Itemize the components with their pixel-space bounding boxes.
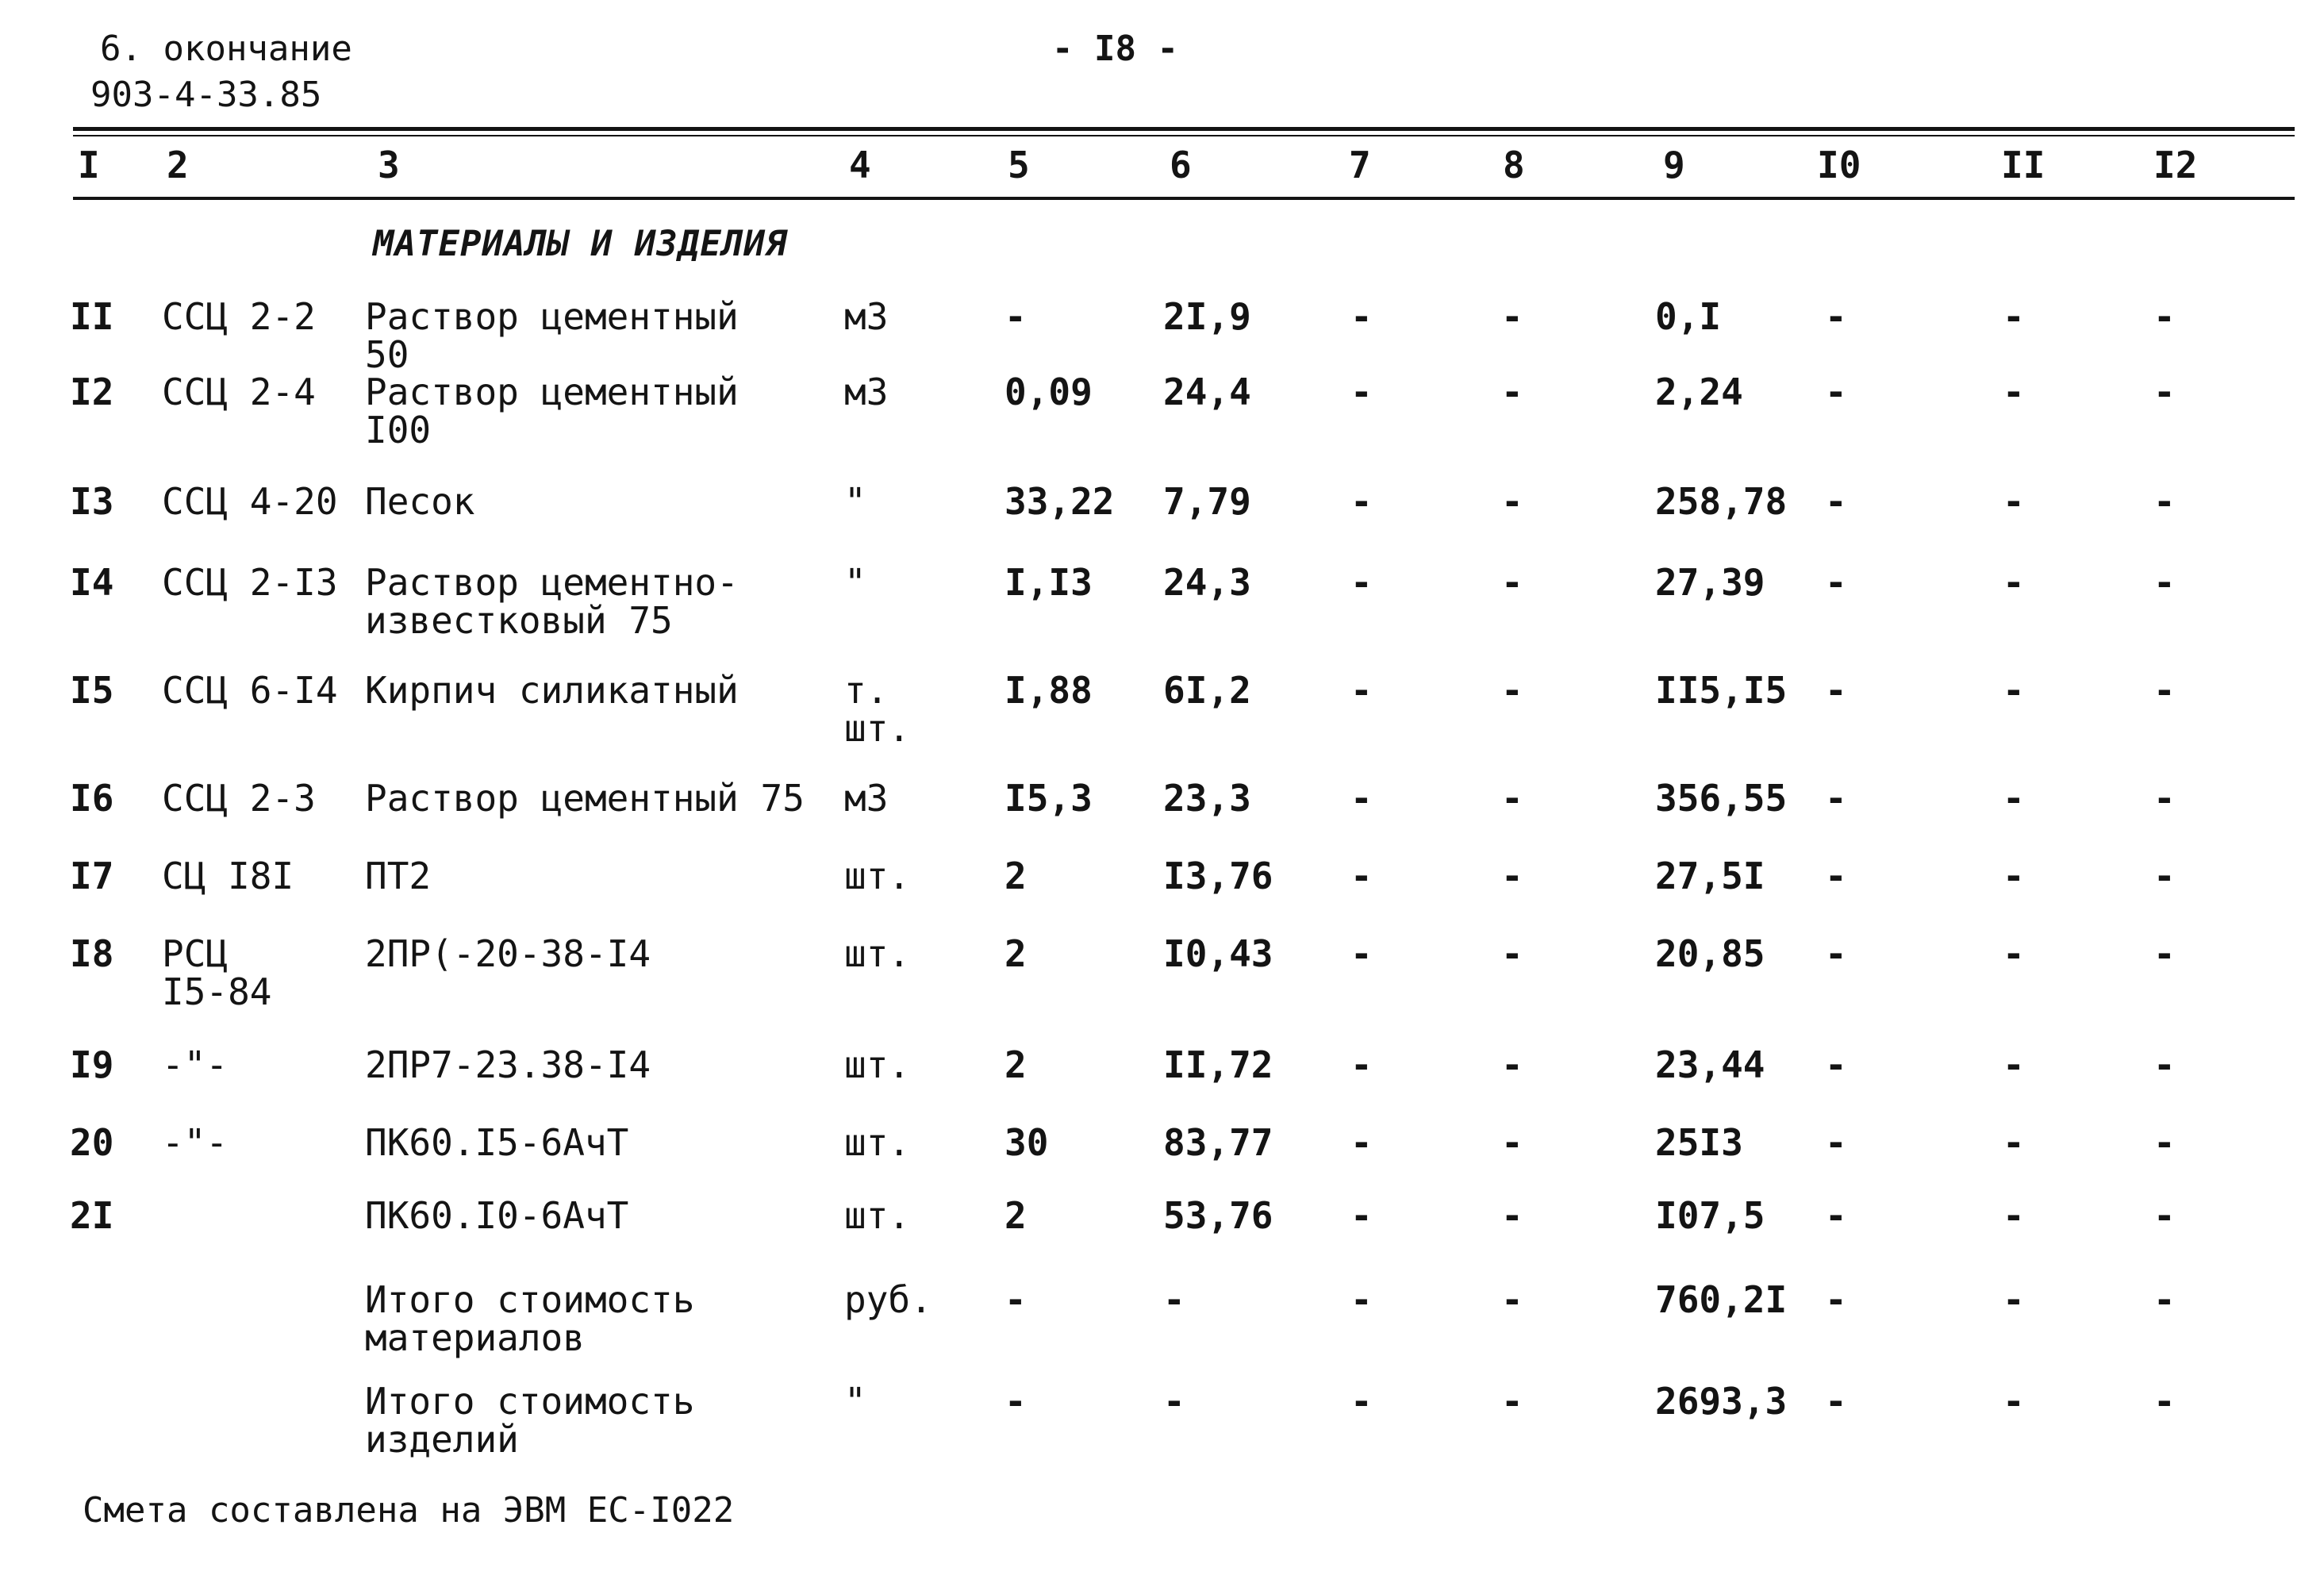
col6-value: II,72 xyxy=(1163,1043,1273,1086)
col12-value: - xyxy=(2153,1121,2176,1164)
column-number: II xyxy=(2001,144,2046,186)
row-number: 20 xyxy=(70,1121,114,1164)
col8-value: - xyxy=(1501,371,1523,413)
col9-value: 25I3 xyxy=(1655,1121,1743,1164)
project-code: 903-4-33.85 xyxy=(90,75,322,115)
col11-value: - xyxy=(2003,561,2025,604)
col8-value: - xyxy=(1501,480,1523,523)
row-number: I4 xyxy=(70,561,114,604)
item-name: Итого стоимость изделий xyxy=(365,1380,695,1461)
col9-value: 356,55 xyxy=(1655,777,1788,820)
col7-value: - xyxy=(1350,371,1373,413)
estimate-code: -"- xyxy=(162,1121,229,1164)
column-number: 2 xyxy=(167,144,189,186)
estimate-code: СЦ I8I xyxy=(162,855,294,897)
col12-value: - xyxy=(2153,855,2176,897)
column-number: I xyxy=(78,144,100,186)
column-number: 7 xyxy=(1349,144,1371,186)
col5-value: I,I3 xyxy=(1005,561,1093,604)
unit: шт. xyxy=(844,1194,911,1237)
col9-value: 2693,3 xyxy=(1655,1380,1788,1423)
col9-value: 27,39 xyxy=(1655,561,1765,604)
col7-value: - xyxy=(1350,777,1373,820)
col8-value: - xyxy=(1501,1043,1523,1086)
unit: м3 xyxy=(844,295,889,338)
col9-value: 20,85 xyxy=(1655,932,1765,975)
col8-value: - xyxy=(1501,1278,1523,1321)
row-number: I8 xyxy=(70,932,114,975)
col7-value: - xyxy=(1350,669,1373,712)
unit: шт. xyxy=(844,932,911,975)
col8-value: - xyxy=(1501,669,1523,712)
estimate-code: ССЦ 2-4 xyxy=(162,371,316,413)
col11-value: - xyxy=(2003,1194,2025,1237)
col10-value: - xyxy=(1825,480,1847,523)
col5-value: 0,09 xyxy=(1005,371,1093,413)
col12-value: - xyxy=(2153,932,2176,975)
col9-value: I07,5 xyxy=(1655,1194,1765,1237)
col11-value: - xyxy=(2003,855,2025,897)
col5-value: 2 xyxy=(1005,932,1027,975)
estimate-code: РСЦ I5-84 xyxy=(162,932,272,1013)
item-name: Итого стоимость материалов xyxy=(365,1278,695,1359)
item-name: Раствор цементный 50 xyxy=(365,295,739,376)
col11-value: - xyxy=(2003,1121,2025,1164)
col8-value: - xyxy=(1501,1121,1523,1164)
col7-value: - xyxy=(1350,1121,1373,1164)
col5-value: 33,22 xyxy=(1005,480,1115,523)
col7-value: - xyxy=(1350,480,1373,523)
row-number: I7 xyxy=(70,855,114,897)
col6-value: - xyxy=(1163,1380,1185,1423)
col10-value: - xyxy=(1825,777,1847,820)
estimate-code: ССЦ 2-3 xyxy=(162,777,316,820)
col10-value: - xyxy=(1825,669,1847,712)
col8-value: - xyxy=(1501,1380,1523,1423)
col12-value: - xyxy=(2153,295,2176,338)
column-number: 3 xyxy=(378,144,400,186)
item-name: Раствор цементно- известковый 75 xyxy=(365,561,739,642)
col7-value: - xyxy=(1350,295,1373,338)
col12-value: - xyxy=(2153,480,2176,523)
col8-value: - xyxy=(1501,1194,1523,1237)
unit: " xyxy=(844,480,866,523)
column-number: I0 xyxy=(1817,144,1861,186)
col10-value: - xyxy=(1825,932,1847,975)
col11-value: - xyxy=(2003,295,2025,338)
col9-value: 258,78 xyxy=(1655,480,1788,523)
col12-value: - xyxy=(2153,1380,2176,1423)
col8-value: - xyxy=(1501,932,1523,975)
col6-value: I0,43 xyxy=(1163,932,1273,975)
col11-value: - xyxy=(2003,1043,2025,1086)
col11-value: - xyxy=(2003,371,2025,413)
item-name: ПК60.I5-6АчТ xyxy=(365,1121,629,1164)
col8-value: - xyxy=(1501,295,1523,338)
item-name: 2ПР(-20-38-I4 xyxy=(365,932,651,975)
row-number: 2I xyxy=(70,1194,114,1237)
unit: т. шт. xyxy=(844,669,911,750)
column-number: 8 xyxy=(1503,144,1525,186)
col6-value: 6I,2 xyxy=(1163,669,1251,712)
unit: шт. xyxy=(844,855,911,897)
col7-value: - xyxy=(1350,1194,1373,1237)
col7-value: - xyxy=(1350,855,1373,897)
col9-value: 0,I xyxy=(1655,295,1722,338)
unit: " xyxy=(844,1380,866,1423)
col11-value: - xyxy=(2003,1380,2025,1423)
col6-value: 24,4 xyxy=(1163,371,1251,413)
col10-value: - xyxy=(1825,561,1847,604)
col7-value: - xyxy=(1350,1278,1373,1321)
col10-value: - xyxy=(1825,1194,1847,1237)
col9-value: II5,I5 xyxy=(1655,669,1788,712)
item-name: Кирпич силикатный xyxy=(365,669,739,712)
col6-value: 7,79 xyxy=(1163,480,1251,523)
item-name: ПТ2 xyxy=(365,855,432,897)
col10-value: - xyxy=(1825,855,1847,897)
column-number: 4 xyxy=(849,144,871,186)
col8-value: - xyxy=(1501,561,1523,604)
header-rule-bottom xyxy=(73,197,2295,200)
header-rule-top xyxy=(73,127,2295,131)
col12-value: - xyxy=(2153,1194,2176,1237)
col8-value: - xyxy=(1501,777,1523,820)
col6-value: 23,3 xyxy=(1163,777,1251,820)
section-continuation-label: 6. окончание xyxy=(100,29,352,69)
unit: м3 xyxy=(844,777,889,820)
col6-value: 24,3 xyxy=(1163,561,1251,604)
col6-value: - xyxy=(1163,1278,1185,1321)
row-number: I6 xyxy=(70,777,114,820)
estimate-code: -"- xyxy=(162,1043,229,1086)
col5-value: 30 xyxy=(1005,1121,1049,1164)
col12-value: - xyxy=(2153,371,2176,413)
header-rule-top-thin xyxy=(73,135,2295,136)
row-number: I9 xyxy=(70,1043,114,1086)
col6-value: 2I,9 xyxy=(1163,295,1251,338)
col10-value: - xyxy=(1825,1043,1847,1086)
estimate-code: ССЦ 2-2 xyxy=(162,295,316,338)
unit: шт. xyxy=(844,1121,911,1164)
row-number: I5 xyxy=(70,669,114,712)
col7-value: - xyxy=(1350,932,1373,975)
col12-value: - xyxy=(2153,1278,2176,1321)
estimate-code: ССЦ 6-I4 xyxy=(162,669,338,712)
column-number: 9 xyxy=(1663,144,1685,186)
col10-value: - xyxy=(1825,1278,1847,1321)
item-name: Песок xyxy=(365,480,475,523)
unit: руб. xyxy=(844,1278,932,1321)
unit: м3 xyxy=(844,371,889,413)
footer-note: Смета составлена на ЭВМ ЕС-I022 xyxy=(83,1490,735,1531)
col7-value: - xyxy=(1350,1380,1373,1423)
estimate-code: ССЦ 2-I3 xyxy=(162,561,338,604)
col6-value: I3,76 xyxy=(1163,855,1273,897)
col9-value: 760,2I xyxy=(1655,1278,1788,1321)
col5-value: - xyxy=(1005,1380,1027,1423)
col5-value: 2 xyxy=(1005,1194,1027,1237)
col10-value: - xyxy=(1825,371,1847,413)
col5-value: 2 xyxy=(1005,1043,1027,1086)
estimate-code: ССЦ 4-20 xyxy=(162,480,338,523)
col6-value: 53,76 xyxy=(1163,1194,1273,1237)
col12-value: - xyxy=(2153,1043,2176,1086)
col11-value: - xyxy=(2003,480,2025,523)
col5-value: - xyxy=(1005,295,1027,338)
row-number: I2 xyxy=(70,371,114,413)
col5-value: I,88 xyxy=(1005,669,1093,712)
col6-value: 83,77 xyxy=(1163,1121,1273,1164)
col11-value: - xyxy=(2003,932,2025,975)
unit: шт. xyxy=(844,1043,911,1086)
item-name: Раствор цементный I00 xyxy=(365,371,739,451)
column-number: 6 xyxy=(1170,144,1192,186)
col10-value: - xyxy=(1825,1121,1847,1164)
unit: " xyxy=(844,561,866,604)
col9-value: 27,5I xyxy=(1655,855,1765,897)
col11-value: - xyxy=(2003,1278,2025,1321)
col12-value: - xyxy=(2153,669,2176,712)
col8-value: - xyxy=(1501,855,1523,897)
col10-value: - xyxy=(1825,295,1847,338)
column-number: 5 xyxy=(1008,144,1030,186)
col9-value: 2,24 xyxy=(1655,371,1743,413)
item-name: Раствор цементный 75 xyxy=(365,777,805,820)
col9-value: 23,44 xyxy=(1655,1043,1765,1086)
row-number: I3 xyxy=(70,480,114,523)
page-number: - I8 - xyxy=(1052,29,1178,69)
col7-value: - xyxy=(1350,1043,1373,1086)
row-number: II xyxy=(70,295,114,338)
col7-value: - xyxy=(1350,561,1373,604)
col10-value: - xyxy=(1825,1380,1847,1423)
column-number: I2 xyxy=(2153,144,2198,186)
section-title: МАТЕРИАЛЫ И ИЗДЕЛИЯ xyxy=(373,224,788,264)
col5-value: I5,3 xyxy=(1005,777,1093,820)
item-name: 2ПР7-23.38-I4 xyxy=(365,1043,651,1086)
item-name: ПК60.I0-6АчТ xyxy=(365,1194,629,1237)
col12-value: - xyxy=(2153,561,2176,604)
col11-value: - xyxy=(2003,669,2025,712)
col11-value: - xyxy=(2003,777,2025,820)
col5-value: - xyxy=(1005,1278,1027,1321)
col5-value: 2 xyxy=(1005,855,1027,897)
col12-value: - xyxy=(2153,777,2176,820)
